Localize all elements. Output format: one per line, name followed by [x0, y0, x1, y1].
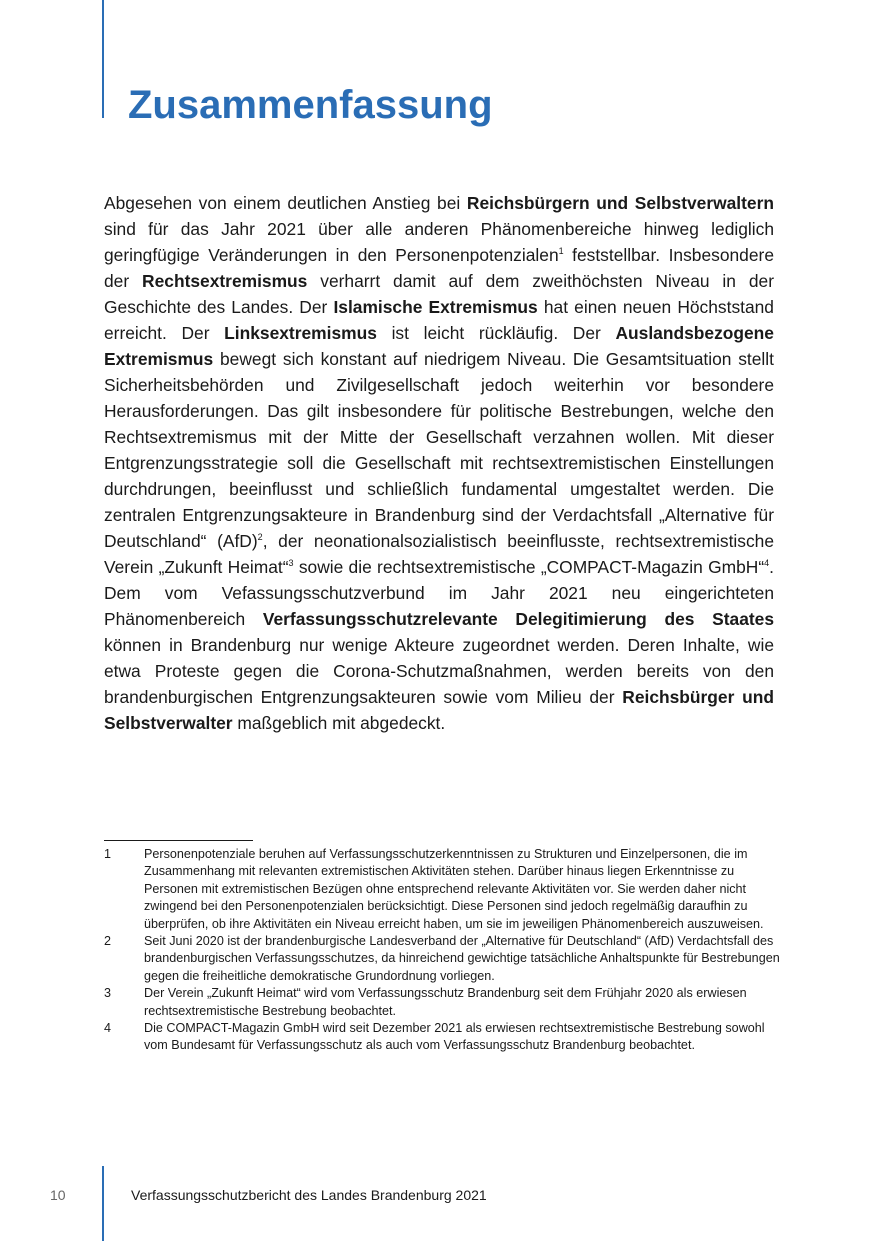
footnote-item [104, 985, 784, 1020]
text-run: feststellbar. Insbesondere der [104, 245, 774, 291]
footnote-ref: 3 [288, 558, 294, 569]
bold-term: Auslandsbezogene Extremismus [104, 323, 774, 369]
text-run: maßgeblich mit abgedeckt. [232, 713, 446, 733]
text-run: Abgesehen von einem deutlichen Anstieg bei [104, 193, 467, 213]
page-number: 10 [50, 1187, 66, 1203]
text-run: ist leicht rückläufig. Der [376, 323, 616, 343]
bold-term: Islamische Extremismus [333, 297, 538, 317]
text-run: , der neonationalsozialistisch beeinflusste, rechtsextremistische Verein „Zukunft Heimat“ [104, 531, 774, 577]
footnote-number: 2 [104, 934, 112, 949]
bold-term: Reichsbürger und Selbstverwalter [104, 687, 774, 733]
footnote-ref: 1 [558, 246, 564, 257]
running-footer: Verfassungsschutzbericht des Landes Brandenburg 2021 [131, 1187, 487, 1203]
footnote-number: 1 [104, 847, 112, 861]
text-run: hat einen neuen Höchststand erreicht. Der [104, 297, 774, 343]
bold-term: Verfassungsschutzrelevante Delegitimierung des Staates [262, 609, 774, 629]
footnote-ref: 2 [257, 532, 263, 543]
footer-accent-rule [102, 1166, 104, 1241]
text-run: sowie die rechtsextremistische „COMPACT-Magazin GmbH“ [293, 557, 765, 577]
page-title: Zusammenfassung [128, 83, 493, 127]
footnote-text: Der Verein „Zukunft Heimat“ wird vom Verfassungsschutz Brandenburg seit dem Frühjahr 2020 als erwiesen rechtsextremistische Bestrebung beobachtet. [144, 986, 747, 1018]
bold-term: Linksextremismus [224, 323, 377, 343]
header-accent-rule [102, 0, 104, 118]
summary-paragraph [104, 190, 774, 736]
footnote-text: Personenpotenziale beruhen auf Verfassungsschutzerkenntnissen zu Strukturen und Einzelpersonen, die im Zusammenhang mit relevanten extremistischen Aktivitäten stehen. Darüber hinaus liegen Erkenntnisse zu Personen mit extremistischen Bezügen ohne entsprechend relevante Aktivitäten vor. Sie werden daher nicht zwingend bei den Personenpotenzialen berücksichtigt. Diese Personen sind jedoch regelmäßig daraufhin zu überprüfen, ob ihre Aktivitäten ein Niveau erreicht haben, um sie im jeweiligen Phänomenbereich auszuweisen. [144, 847, 764, 931]
footnote-item [104, 846, 784, 933]
text-run: . Dem vom Vefassungsschutzverbund im Jahr 2021 neu eingerichteten Phänomenbereich [104, 557, 775, 629]
text-run: können in Brandenburg nur wenige Akteure zugeordnet werden. Deren Inhalte, wie etwa Proteste gegen die Corona-Schutzmaßnahmen, werden bereits von den brandenburgischen Entgrenzungsakteuren sowie vom Milieu der [104, 635, 774, 707]
footnote-number: 4 [104, 1021, 112, 1036]
text-run: bewegt sich konstant auf niedrigem Niveau. Die Gesamtsituation stellt Sicherheitsbehörden und Zivilgesellschaft jedoch weiterhin vor besondere Herausforderungen. Das gilt insbesondere für politische Bestrebungen, welche den Rechtsextremismus mit der Mitte der Gesellschaft verzahnen wollen. Mit dieser Entgrenzungsstrategie soll die Gesellschaft mit rechtsextremistischen Einstellungen durchdrungen, beeinflusst und schließlich fundamental umgestaltet werden. Die zentralen Entgrenzungsakteure in Brandenburg sind der Verdachtsfall „Alternative für Deutschland“ (AfD) [104, 349, 774, 551]
footnote-item [104, 933, 784, 985]
footnotes [104, 846, 784, 1055]
footnote-text: Die COMPACT-Magazin GmbH wird seit Dezember 2021 als erwiesen rechtsextremistische Bestrebung sowohl vom Bundesamt für Verfassungsschutz als auch vom Verfassungsschutz Brandenburg beobachtet. [144, 1021, 765, 1053]
footnote-separator [104, 840, 253, 841]
footnote-item [104, 1020, 784, 1055]
footnote-text: Seit Juni 2020 ist der brandenburgische Landesverband der „Alternative für Deutschland“ (AfD) Verdachtsfall des brandenburgischen Verfassungsschutzes, da hinreichend gewichtige tatsächliche Anhaltspunkte für Bestrebungen gegen die freiheitliche demokratische Grundordnung vorliegen. [144, 934, 780, 983]
footnote-number: 3 [104, 986, 112, 1001]
footnote-ref: 4 [764, 558, 770, 569]
bold-term: Rechtsextremismus [142, 271, 308, 291]
text-run: verharrt damit auf dem zweithöchsten Niveau in der Geschichte des Landes. Der [104, 271, 775, 317]
text-run: sind für das Jahr 2021 über alle anderen Phänomenbereiche hinweg lediglich geringfügige Veränderungen in den Personenpotenzialen [104, 219, 774, 265]
bold-term: Reichsbürgern und Selbstverwaltern [466, 193, 774, 213]
